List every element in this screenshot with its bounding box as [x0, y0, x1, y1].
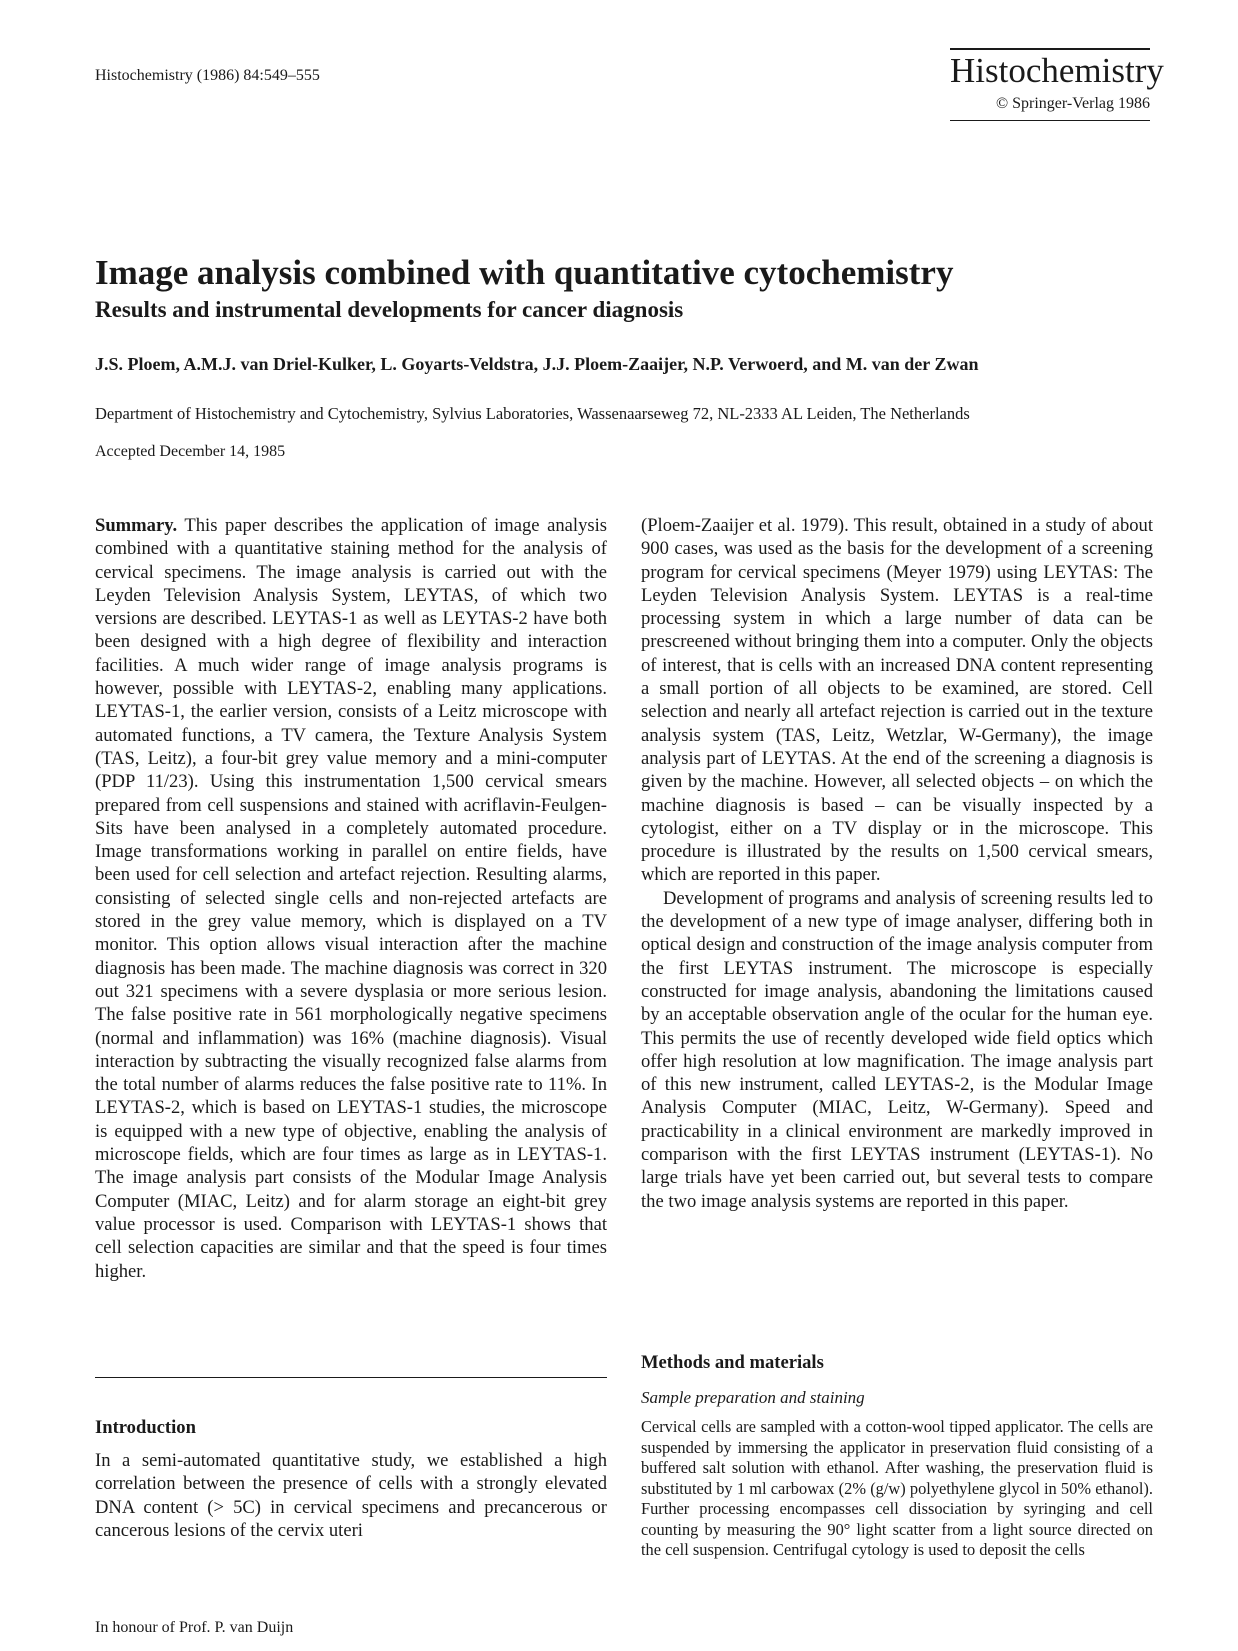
methods-subheading: Sample preparation and staining	[641, 1388, 865, 1407]
accepted-date: Accepted December 14, 1985	[95, 443, 286, 460]
methods-heading: Methods and materials	[641, 1352, 824, 1373]
summary-text: This paper describes the application of image analysis combined with a quantitative staining method for the analysis of cervical specimens. The image analysis is carried out with the Leyden Television Analysis System, LEYTAS, of which two versions are described. LEYTAS-1 as well as LEYTAS-2 have both been designed with a high degree of flexibility and interaction facilities. A much wider range of image analysis programs is however, possible with LEYTAS-2, enabling many applications. LEYTAS-1, the earlier version, consists of a Leitz microscope with automated functions, a TV camera, the Texture Analysis System (TAS, Leitz), a four-bit grey value memory and a mini-computer (PDP 11/23). Using this instrumentation 1,500 cervical smears prepared from cell suspensions and stained with acriflavin-Feulgen-Sits have been analysed in a completely automated procedure. Image transformations working in parallel on entire fields, have been used for cell selection and artefact rejection. Resulting alarms, consisting of selected single cells and non-rejected artefacts are stored in the grey value memory, which is displayed on a TV monitor. This option allows visual interaction after the machine diagnosis has been made. The machine diagnosis was correct in 320 out 321 specimens with a severe dysplasia or more serious lesion. The false positive rate in 561 morphologically negative specimens (normal and inflammation) was 16% (machine diagnosis). Visual interaction by subtracting the visually recognized false alarms from the total number of alarms reduces the false positive rate to 11%. In LEYTAS-2, which is based on LEYTAS-1 studies, the microscope is equipped with a new type of objective, enabling the analysis of microscope fields, which are four times as large as in LEYTAS-1. The image analysis part consists of the Modular Image Analysis Computer (MIAC, Leitz) and for alarm storage an eight-bit grey value processor is used. Comparison with LEYTAS-1 shows that cell selection capacities are similar and that the speed is four times higher.	[95, 515, 607, 1282]
journal-citation: Histochemistry (1986) 84:549–555	[95, 67, 320, 84]
author-list: J.S. Ploem, A.M.J. van Driel-Kulker, L. Goyarts-Veldstra, J.J. Ploem-Zaaijer, N.P. Verwoerd, and M. van der Zwan	[95, 354, 979, 374]
summary-section	[95, 514, 607, 1283]
section-divider	[95, 1377, 607, 1378]
affiliation: Department of Histochemistry and Cytochemistry, Sylvius Laboratories, Wassenaarseweg 72, NL-2333 AL Leiden, The Netherlands	[95, 404, 970, 423]
article-subtitle: Results and instrumental developments for cancer diagnosis	[95, 297, 684, 322]
summary-label: Summary.	[95, 515, 178, 536]
journal-masthead	[950, 48, 1164, 121]
right-column-body	[641, 514, 1153, 1213]
introduction-paragraph: In a semi-automated quantitative study, we established a high correlation between the presence of cells with a strongly elevated DNA content (> 5C) in cervical specimens and precancerous or cancerous lesions of the cervix uteri	[95, 1450, 607, 1541]
summary-paragraph	[95, 514, 607, 1283]
masthead-bottom-rule	[950, 120, 1150, 121]
footnote: In honour of Prof. P. van Duijn	[95, 1619, 294, 1636]
article-title: Image analysis combined with quantitative cytochemistry	[95, 253, 954, 292]
body-paragraph-2: Development of programs and analysis of screening results led to the development of a new type of image analyser, differing both in optical design and construction of the image analysis computer from the first LEYTAS instrument. The microscope is especially constructed for image analysis, abandoning the limitations caused by an acceptable observation angle of the ocular for the human eye. This permits the use of recently developed wide field optics which offer high resolution at low magnification. The image analysis part of this new instrument, called LEYTAS-2, is the Modular Image Analysis Computer (MIAC, Leitz, W-Germany). Speed and practicability in a clinical environment are markedly improved in comparison with the first LEYTAS instrument (LEYTAS-1). No large trials have yet been carried out, but several tests to compare the two image analysis systems are reported in this paper.	[641, 887, 1153, 1212]
introduction-section	[95, 1449, 607, 1542]
publisher-copyright: © Springer-Verlag 1986	[995, 95, 1150, 112]
introduction-heading: Introduction	[95, 1417, 196, 1438]
methods-paragraph: Cervical cells are sampled with a cotton-wool tipped applicator. The cells are suspended by immersing the applicator in preservation fluid consisting of a buffered salt solution with ethanol. After washing, the preservation fluid is substituted by 1 ml carbowax (2% (g/w) polyethylene glycol in 50% ethanol). Further processing encompasses cell dissociation by syringing and cell counting by measuring the 90° light scatter from a light source directed on the cell suspension. Centrifugal cytology is used to deposit the cells	[641, 1417, 1153, 1559]
body-paragraph-1: (Ploem-Zaaijer et al. 1979). This result, obtained in a study of about 900 cases, was used as the basis for the development of a screening program for cervical specimens (Meyer 1979) using LEYTAS: The Leyden Television Analysis System. LEYTAS is a real-time processing system in which a large number of data can be prescreened without bringing them into a computer. Only the objects of interest, that is cells with an increased DNA content representing a small portion of all objects to be examined, are stored. Cell selection and nearly all artefact rejection is carried out in the texture analysis system (TAS, Leitz, Wetzlar, W-Germany), the image analysis part of LEYTAS. At the end of the screening a diagnosis is given by the machine. However, all selected objects – on which the machine diagnosis is based – can be visually inspected by a cytologist, either on a TV display or in the microscope. This procedure is illustrated by the results on 1,500 cervical smears, which are reported in this paper.	[641, 515, 1153, 886]
journal-name: Histochemistry	[950, 51, 1164, 90]
